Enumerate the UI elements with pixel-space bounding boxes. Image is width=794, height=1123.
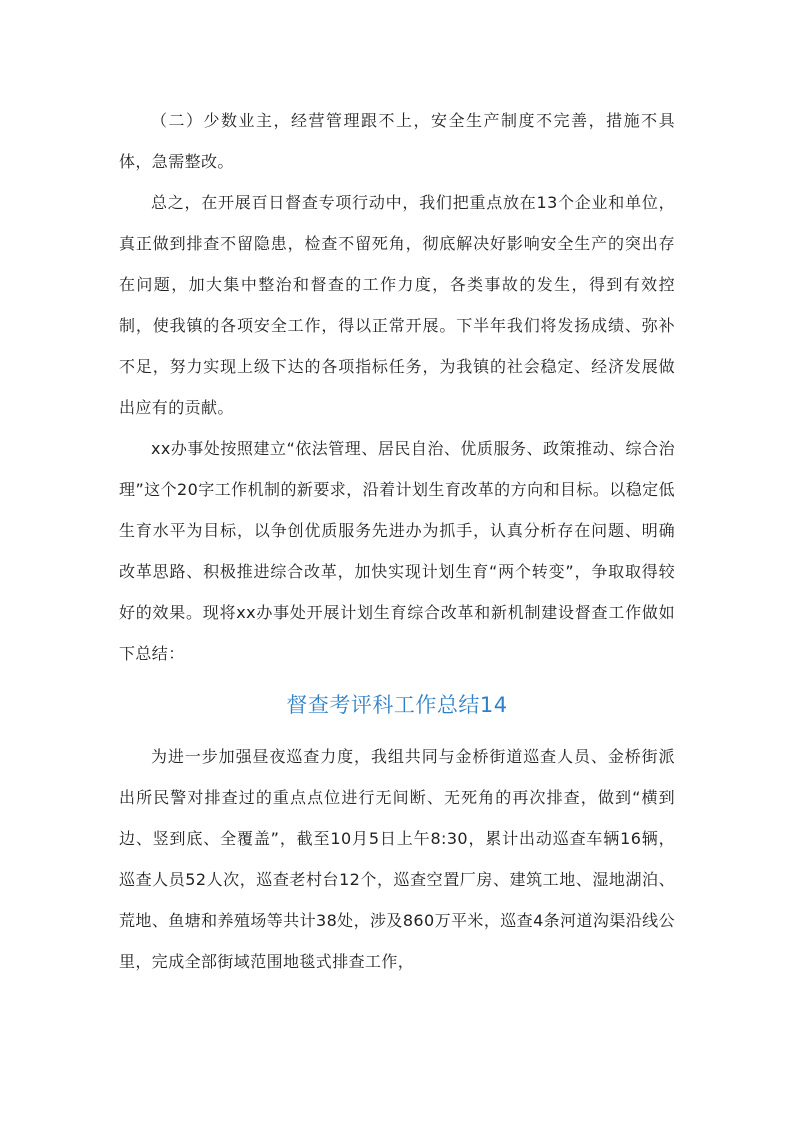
paragraph-summary: 总之，在开展百日督查专项行动中，我们把重点放在13个企业和单位，真正做到排查不留隐患，检查不留死角，彻底解决好影响安全生产的突出存在问题，加大集中整治和督查的工作力度，各类事故的发生，得到有效控制，使我镇的各项安全工作，得以正常开展。下半年我们将发扬成绩、弥补不足，努力实现上级下达的各项指标任务，为我镇的社会稳定、经济发展做出应有的贡献。 — [119, 193, 675, 417]
section-heading: 督查考评科工作总结14 — [286, 693, 508, 717]
paragraph-office-intro: xx办事处按照建立“依法管理、居民自治、优质服务、政策推动、综合治理”这个20字工作机制的新要求，沿着计划生育改革的方向和目标。以稳定低生育水平为目标，以争创优质服务先进办为抓手，认真分析存在问题、明确改革思路、积极推进综合改革，加快实现计划生育“两个转变”，争取取得较好的效果。现将xx办事处开展计划生育综合改革和新机制建设督查工作做如下总结： — [119, 439, 675, 663]
document-body — [119, 100, 675, 982]
paragraph-patrol: 为进一步加强昼夜巡查力度，我组共同与金桥街道巡查人员、金桥街派出所民警对排查过的重点点位进行无间断、无死角的再次排查，做到“横到边、竖到底、全覆盖”，截至10月5日上午8:30，累计出动巡查车辆16辆，巡查人员52人次，巡查老村台12个，巡查空置厂房、建筑工地、湿地湖泊、荒地、鱼塘和养殖场等共计38处，涉及860万平米，巡查4条河道沟渠沿线公里，完成全部街域范围地毯式排查工作， — [119, 747, 675, 971]
paragraph-problem-two: （二）少数业主，经营管理跟不上，安全生产制度不完善，措施不具体，急需整改。 — [119, 111, 675, 171]
